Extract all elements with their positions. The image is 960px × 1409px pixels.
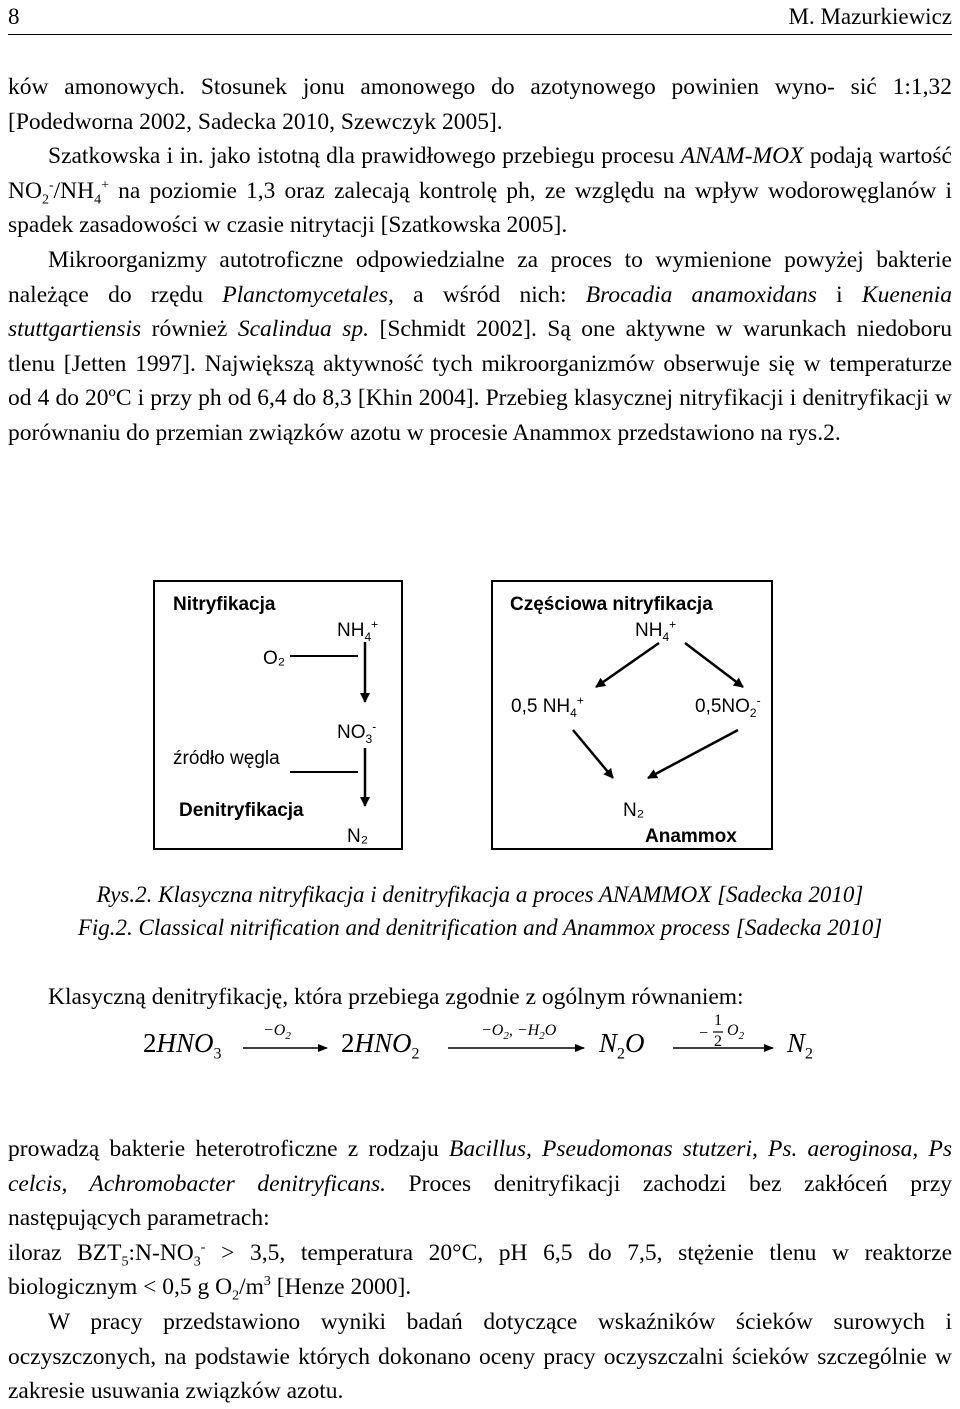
paragraph-1 (8, 70, 952, 139)
page-number: 8 (8, 4, 20, 29)
no3-sup: - (372, 719, 377, 734)
eq-a2-sep: , −H (508, 1022, 540, 1039)
no3-main: NO (337, 722, 366, 743)
no3-sub: 3 (365, 731, 373, 746)
eq-term-4 (787, 1028, 814, 1063)
label-half-no2 (695, 693, 761, 720)
paragraph-6 (8, 1236, 952, 1305)
label-carbon-source: źródło węgla (173, 748, 280, 769)
eq-a2-sub: 2 (503, 1030, 509, 1043)
paragraph-3 (8, 243, 952, 451)
p5-a: prowadzą bakterie heterotroficzne z rodzaju (8, 1136, 449, 1162)
body-text-top (8, 70, 952, 451)
p2-i: na poziomie 1,3 oraz zalecają kontrolę ph, ze względu na wpływ wodorowęglanów i spadek zasadowości w czasie nitrytacji [Szatkowska 2005]. (8, 177, 952, 239)
eq-t2-coef: 2 (341, 1028, 355, 1058)
nh4-sub: 4 (364, 629, 372, 644)
p3-i: [Schmidt 2002]. Są one aktywne w warunkach niedoboru tlenu [Jetten 1997]. Największą aktywność tych mikroorganizmów obserwuje się w temperaturze od 4 do 20ºC i przy ph od 6,4 do 8,3 [Khin 2004]. Przebieg klasycznej nitryfikacji i denitryfikacji w porównaniu do przemian związków azotu w procesie Anammox przedstawiono na rys.2. (8, 316, 953, 446)
label-denitryfikacja: Denitryfikacja (179, 800, 304, 821)
eq-a3-denominator: 2 (714, 1033, 722, 1050)
eq-arrow-2-label (481, 1022, 557, 1043)
p6-d: 3 (193, 1254, 201, 1270)
label-nh4 (337, 617, 379, 644)
half-no2-sub: 2 (749, 705, 757, 720)
p2-sub: 2 (41, 192, 49, 208)
p6-f: > 3,5, temperatura 20°C, pH 6,5 do 7,5, stężenie tlenu w reaktorze biologicznym < 0,5 g O (8, 1239, 952, 1301)
figure-caption-pl: Rys.2. Klasyczna nitryfikacja i denitryfikacja a proces ANAMMOX [Sadecka 2010] (96, 882, 864, 907)
p6-e: - (200, 1239, 206, 1255)
arrow-half-no2-to-n2 (648, 730, 738, 778)
eq-t3-main: N (599, 1028, 618, 1058)
paragraph-1-line-1: ków amonowych. Stosunek jonu amonowego do azotynowego powinien wyno- (8, 74, 835, 100)
p3-g: również (141, 316, 238, 343)
eq-a3-minus: − (698, 1025, 709, 1042)
paragraph-1-line-2: sić 1:1,32 [Podedworna 2002, Sadecka 2010, Szewczyk 2005]. (8, 74, 952, 135)
half-nh4-main: 0,5 NH (511, 696, 571, 717)
equation-intro (8, 980, 952, 1015)
arrow-to-half-nh4 (596, 643, 659, 687)
p6-i: 3 (263, 1274, 271, 1290)
eq-a2-end: O (544, 1022, 557, 1039)
p2-anammox: ANAM-MOX (680, 143, 804, 170)
eq-t4-sub: 2 (805, 1045, 814, 1063)
eq-a1-main: −O (263, 1022, 286, 1039)
half-no2-sup: - (756, 693, 761, 708)
eq-arrow-1-label (263, 1022, 291, 1043)
p6-b: 5 (121, 1254, 129, 1270)
label-czesciowa-nitryfikacja: Częściowa nitryfikacja (510, 594, 713, 615)
nh4-sup: + (371, 617, 379, 632)
eq-a2-main: −O (481, 1022, 504, 1039)
eq-a3-sub: 2 (738, 1030, 745, 1043)
p3-e: i (816, 281, 862, 308)
p2-sup2: + (101, 177, 110, 193)
r-nh4-main: NH (635, 620, 663, 641)
figure-caption-en: Fig.2. Classical nitrification and denitrification and Anammox process [Sadecka 2010] (77, 915, 883, 940)
label-n2-right: N₂ (623, 800, 645, 821)
p2-a: Szatkowska i in. jako istotną dla prawidłowego przebiegu procesu (48, 143, 681, 170)
label-no3 (337, 719, 377, 746)
eq-term-1 (143, 1028, 222, 1063)
label-nitryfikacja: Nitryfikacja (173, 594, 276, 615)
body-text-bottom (8, 1132, 952, 1409)
nh4-main: NH (337, 620, 365, 641)
p2-sub2: 4 (94, 192, 102, 208)
p5-c: Proces denitryfikacji zachodzi bez zakłóceń przy następujących parametrach: (8, 1170, 953, 1232)
paragraph-5 (8, 1132, 952, 1236)
p2-f: /NH (53, 177, 95, 204)
r-nh4-sup: + (669, 617, 677, 632)
eq-t3-end: O (625, 1028, 645, 1058)
r-nh4-sub: 4 (662, 629, 670, 644)
paragraph-4: Klasyczną denitryfikację, która przebiega zgodnie z ogólnym równaniem: (48, 984, 744, 1010)
eq-t4-main: N (787, 1028, 806, 1058)
p5-bacteria: Bacillus, Pseudomonas stutzeri, Ps. aeroginosa, Ps celcis, Achromobacter denitryficans. (8, 1136, 952, 1197)
arrow-to-half-no2 (685, 643, 743, 687)
p6-c: :N-NO (128, 1239, 194, 1266)
p6-g: 2 (232, 1289, 240, 1305)
page-header (8, 4, 952, 35)
eq-t3-sub: 2 (617, 1045, 626, 1063)
eq-term-3 (599, 1028, 645, 1063)
denitrification-equation (143, 1012, 863, 1082)
p2-sup: - (48, 177, 54, 193)
eq-a1-sub: 2 (285, 1030, 291, 1043)
eq-t1-sub: 3 (213, 1045, 222, 1063)
p3-d: Brocadia anamoxidans (585, 281, 817, 308)
p2-c: podają wartość NO (8, 143, 952, 204)
label-anammox: Anammox (645, 826, 737, 847)
label-o2: O₂ (263, 648, 286, 669)
paragraph-2 (8, 139, 952, 243)
nitrification-diagram (153, 580, 803, 860)
p3-a: Mikroorganizmy autotroficzne odpowiedzialne za proces to wymienione powyżej bakterie należące do rzędu (8, 246, 952, 308)
eq-arrow-3-label (727, 1022, 745, 1043)
p3-f: Kuenenia stuttgartiensis (8, 281, 952, 343)
eq-t1-main: HNO (156, 1028, 214, 1058)
eq-term-2 (341, 1028, 420, 1063)
p6-j: [Henze 2000]. (270, 1274, 412, 1301)
label-n2-left: N₂ (347, 826, 369, 847)
eq-a3-main: O (727, 1022, 739, 1039)
eq-t1-coef: 2 (143, 1028, 157, 1058)
half-no2-main: 0,5NO (695, 696, 750, 717)
half-nh4-sup: + (576, 693, 584, 708)
p3-c: a wśród nich: (393, 281, 586, 308)
running-author: M. Mazurkiewicz (788, 4, 952, 29)
label-right-nh4 (635, 617, 677, 644)
p6-a: iloraz BZT (8, 1239, 122, 1266)
eq-a2-sub2: 2 (539, 1030, 545, 1043)
eq-a3-numerator: 1 (714, 1012, 722, 1029)
eq-t2-sub: 2 (411, 1045, 420, 1063)
half-nh4-sub: 4 (570, 705, 577, 720)
p6-h: /m (239, 1274, 264, 1301)
arrow-half-nh4-to-n2 (573, 730, 613, 778)
eq-t2-main: HNO (354, 1028, 412, 1058)
p3-b: Planctomycetales, (222, 281, 394, 308)
p3-h: Scalindua sp. (237, 316, 370, 343)
paragraph-7: W pracy przedstawiono wyniki badań dotyczące wskaźników ścieków surowych i oczyszczonych, na podstawie których dokonano oceny pracy oczyszczalni ścieków szczególnie w zakresie usuwania związków azotu. (8, 1308, 952, 1405)
label-half-nh4 (511, 693, 584, 720)
